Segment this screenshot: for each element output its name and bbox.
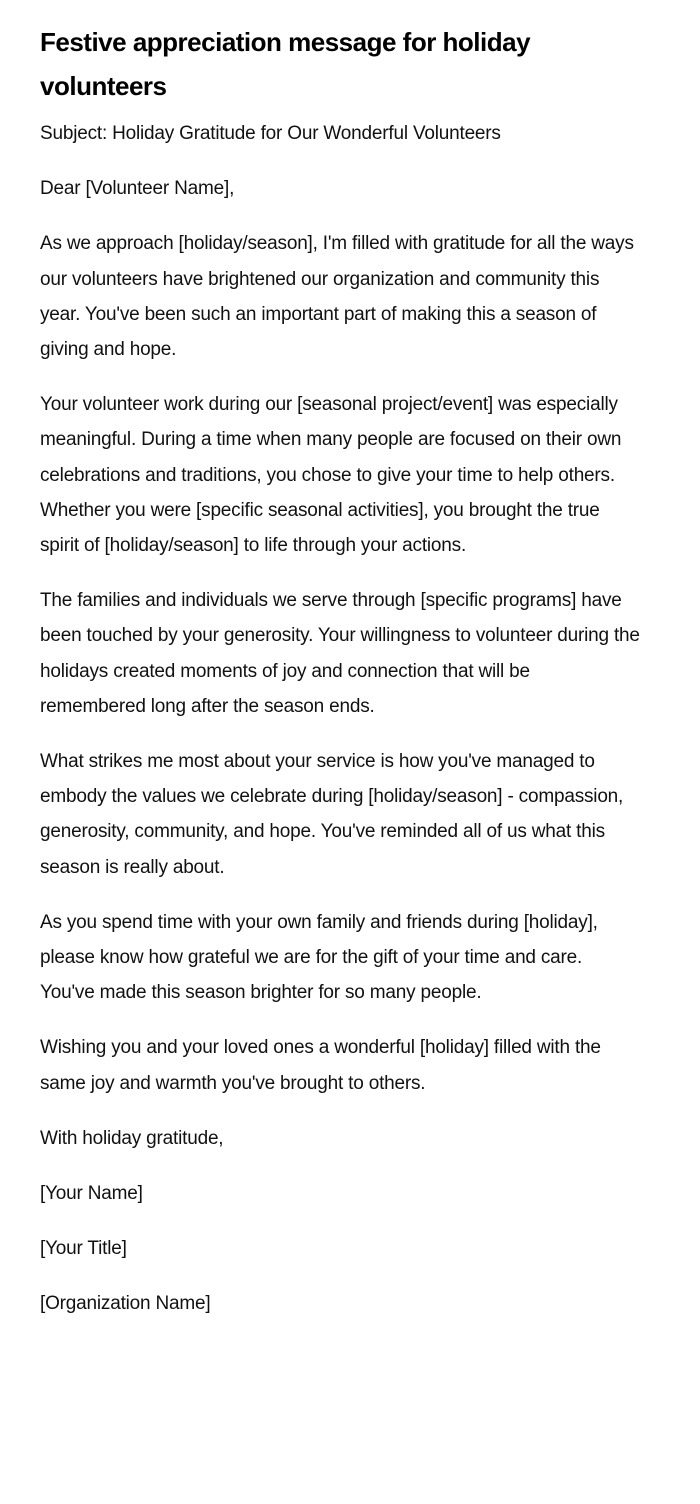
body-paragraph-6: Wishing you and your loved ones a wonderful [holiday] filled with the same joy and warmth you've brought to others. (40, 1037, 601, 1094)
body-paragraph-2: Your volunteer work during our [seasonal project/event] was especially meaningful. During a time when many people are focused on their own celebrations and traditions, you chose to give your time to help others. Whether you were [specific seasonal activities], you brought the true spirit of [holiday/season] to life through your actions. (40, 394, 622, 557)
document-title: Festive appreciation message for holiday volunteers (40, 27, 531, 101)
signature-organization: [Organization Name] (40, 1293, 211, 1315)
signature-title: [Your Title] (40, 1238, 127, 1260)
body-paragraph-3: The families and individuals we serve through [specific programs] have been touched by your generosity. Your willingness to volunteer during the holidays created moments of joy and connection that will be remembered long after the season ends. (40, 590, 640, 717)
signature-name: [Your Name] (40, 1183, 143, 1205)
subject-line: Subject: Holiday Gratitude for Our Wonderful Volunteers (40, 123, 501, 144)
closing: With holiday gratitude, (40, 1127, 224, 1149)
body-paragraph-1: As we approach [holiday/season], I'm filled with gratitude for all the ways our volunteers have brightened our organization and community this year. You've been such an important part of making this a season of giving and hope. (40, 233, 634, 361)
body-paragraph-4: What strikes me most about your service is how you've managed to embody the values we celebrate during [holiday/season] - compassion, generosity, community, and hope. You've reminded all of us what this season is really about. (40, 751, 624, 878)
body-paragraph-5: As you spend time with your own family and friends during [holiday], please know how grateful we are for the gift of your time and care. You've made this season brighter for so many people. (40, 911, 598, 1004)
greeting: Dear [Volunteer Name], (40, 178, 235, 200)
